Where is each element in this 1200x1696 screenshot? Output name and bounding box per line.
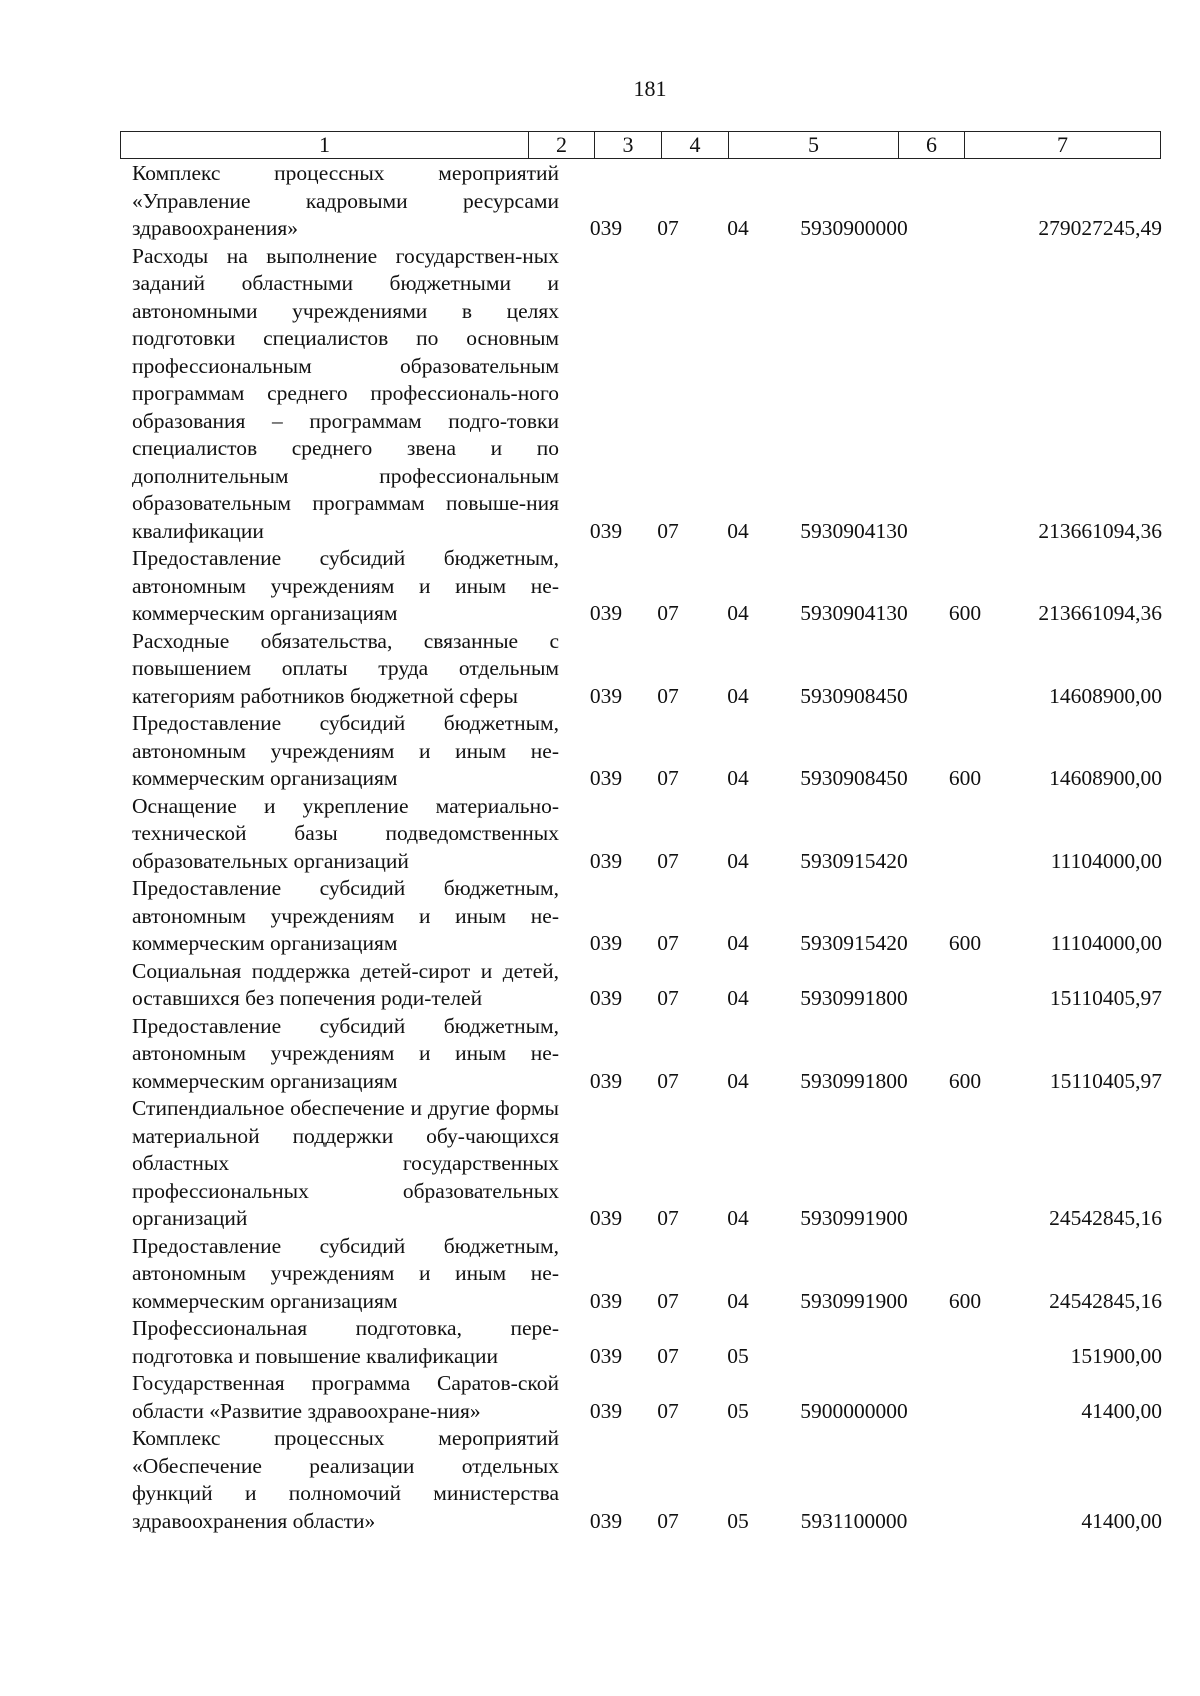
row-col-7: 14608900,00 [1049, 683, 1162, 708]
row-description: Расходы на выполнение государствен-ных заданий областными бюджетными и автономными учреждениями в целях подготовки специалистов по основным профессиональным образовательным программам среднего профессиональ-ного образования – программам подго-товки специалистов среднего звена и по дополнительным профессиональным образовательным программам повыше-ния квалификации [132, 243, 559, 543]
table-row [132, 1370, 1162, 1425]
row-description: Предоставление субсидий бюджетным, автономным учреждениям и иным не-коммерческим организациям [132, 546, 559, 625]
row-col-5: 5930991900 [800, 1206, 908, 1230]
row-col-4: 05 [727, 1343, 749, 1368]
table-row [132, 958, 1162, 1013]
table-row [132, 628, 1162, 711]
row-col-3: 07 [657, 1343, 679, 1368]
row-col-4: 04 [727, 848, 749, 873]
row-col-6: 600 [948, 601, 982, 625]
row-col-5: 5900000000 [800, 1398, 908, 1423]
row-col-2: 039 [589, 766, 623, 790]
column-header-1: 1 [121, 132, 529, 159]
row-col-2: 039 [589, 1288, 623, 1313]
row-description: Комплекс процессных мероприятий «Управление кадровыми ресурсами здравоохранения» [132, 161, 559, 240]
column-header-7: 7 [965, 132, 1161, 159]
row-col-4: 05 [727, 1398, 749, 1423]
row-description: Стипендиальное обеспечение и другие формы материальной поддержки обу-чающихся областных государственных профессиональных образовательных организаций [132, 1096, 559, 1230]
row-col-7: 24542845,16 [1049, 1288, 1162, 1313]
row-description: Предоставление субсидий бюджетным, автономным учреждениям и иным не-коммерческим организациям [132, 876, 559, 955]
row-col-5: 5930904130 [800, 518, 908, 543]
row-col-7: 15110405,97 [1049, 1068, 1162, 1093]
row-col-5: 5930908450 [800, 766, 908, 790]
row-col-5: 5930908450 [800, 683, 908, 708]
table-row [132, 1315, 1162, 1370]
row-description: Комплекс процессных мероприятий «Обеспечение реализации отдельных функций и полномочий министерства здравоохранения области» [132, 1426, 559, 1533]
row-col-6: 600 [948, 1288, 982, 1313]
row-col-3: 07 [657, 1206, 679, 1230]
row-description: Социальная поддержка детей-сирот и детей, оставшихся без попечения роди-телей [132, 958, 559, 1010]
row-description: Расходные обязательства, связанные с повышением оплаты труда отдельным категориям работников бюджетной сферы [132, 628, 559, 708]
row-description: Предоставление субсидий бюджетным, автономным учреждениям и иным не-коммерческим организациям [132, 1233, 559, 1313]
row-description: Предоставление субсидий бюджетным, автономным учреждениям и иным не-коммерческим организациям [132, 711, 559, 790]
row-col-4: 05 [727, 1508, 749, 1533]
row-col-7: 213661094,36 [1038, 518, 1162, 543]
row-description: Предоставление субсидий бюджетным, автономным учреждениям и иным не-коммерческим организациям [132, 1013, 559, 1093]
row-col-3: 07 [657, 1508, 679, 1533]
row-description: Государственная программа Саратов-ской области «Развитие здравоохране-ния» [132, 1371, 559, 1423]
row-col-2: 039 [589, 1068, 623, 1093]
row-col-3: 07 [657, 931, 679, 955]
row-col-7: 24542845,16 [1049, 1206, 1162, 1230]
row-col-5: 5930991900 [800, 1288, 908, 1313]
table-row [132, 1425, 1162, 1535]
row-col-2: 039 [589, 986, 623, 1010]
row-col-4: 04 [727, 1068, 749, 1093]
column-header-table [120, 131, 1161, 159]
row-col-7: 11104000,00 [1050, 848, 1162, 873]
row-col-7: 15110405,97 [1049, 986, 1162, 1010]
row-description: Профессиональная подготовка, пере-подготовка и повышение квалификации [132, 1316, 559, 1368]
row-col-4: 04 [727, 518, 749, 543]
row-col-7: 213661094,36 [1038, 601, 1162, 625]
row-col-4: 04 [727, 601, 749, 625]
column-header-2: 2 [529, 132, 595, 159]
row-col-4: 04 [727, 986, 749, 1010]
column-header-3: 3 [595, 132, 662, 159]
row-col-4: 04 [727, 1288, 749, 1313]
column-header-row [121, 132, 1161, 159]
table-row [132, 243, 1162, 546]
row-col-2: 039 [589, 683, 623, 708]
row-col-2: 039 [589, 1508, 623, 1533]
row-col-2: 039 [589, 216, 623, 240]
row-col-4: 04 [727, 216, 749, 240]
table-row [132, 545, 1162, 628]
row-col-5: 5930904130 [800, 601, 908, 625]
row-col-2: 039 [589, 601, 623, 625]
row-col-3: 07 [657, 683, 679, 708]
page-number: 181 [633, 76, 667, 101]
column-header-4: 4 [662, 132, 729, 159]
table-row [132, 160, 1162, 243]
column-header-6: 6 [899, 132, 965, 159]
row-col-4: 04 [727, 683, 749, 708]
row-description: Оснащение и укрепление материально-технической базы подведомственных образовательных организаций [132, 793, 559, 873]
row-col-3: 07 [657, 601, 679, 625]
row-col-4: 04 [727, 931, 749, 955]
row-col-2: 039 [589, 518, 623, 543]
row-col-6: 600 [948, 766, 982, 790]
row-col-3: 07 [657, 518, 679, 543]
row-col-3: 07 [657, 1068, 679, 1093]
table-row [132, 1013, 1162, 1096]
row-col-5: 5931100000 [800, 1508, 908, 1533]
column-header-5: 5 [729, 132, 899, 159]
row-col-3: 07 [657, 848, 679, 873]
row-col-2: 039 [589, 848, 623, 873]
row-col-3: 07 [657, 216, 679, 240]
row-col-5: 5930915420 [800, 931, 908, 955]
row-col-2: 039 [589, 1206, 623, 1230]
row-col-7: 151900,00 [1070, 1343, 1162, 1368]
row-col-3: 07 [657, 1398, 679, 1423]
row-col-5: 5930991800 [800, 1068, 908, 1093]
row-col-7: 279027245,49 [1038, 216, 1162, 240]
table-row [132, 1095, 1162, 1233]
table-row [132, 793, 1162, 876]
row-col-5: 5930991800 [800, 986, 908, 1010]
row-col-5: 5930900000 [800, 216, 908, 240]
table-row [132, 875, 1162, 958]
row-col-7: 41400,00 [1081, 1398, 1162, 1423]
row-col-6: 600 [948, 1068, 982, 1093]
table-row [132, 1233, 1162, 1316]
row-col-2: 039 [589, 1343, 623, 1368]
row-col-6: 600 [948, 931, 982, 955]
row-col-4: 04 [727, 766, 749, 790]
row-col-2: 039 [589, 1398, 623, 1423]
row-col-3: 07 [657, 1288, 679, 1313]
row-col-5: 5930915420 [800, 848, 908, 873]
budget-rows [132, 160, 1162, 1535]
row-col-2: 039 [589, 931, 623, 955]
row-col-3: 07 [657, 766, 679, 790]
row-col-4: 04 [727, 1206, 749, 1230]
table-row [132, 710, 1162, 793]
row-col-7: 41400,00 [1081, 1508, 1162, 1533]
row-col-7: 14608900,00 [1049, 766, 1162, 790]
row-col-3: 07 [657, 986, 679, 1010]
row-col-7: 11104000,00 [1050, 931, 1162, 955]
